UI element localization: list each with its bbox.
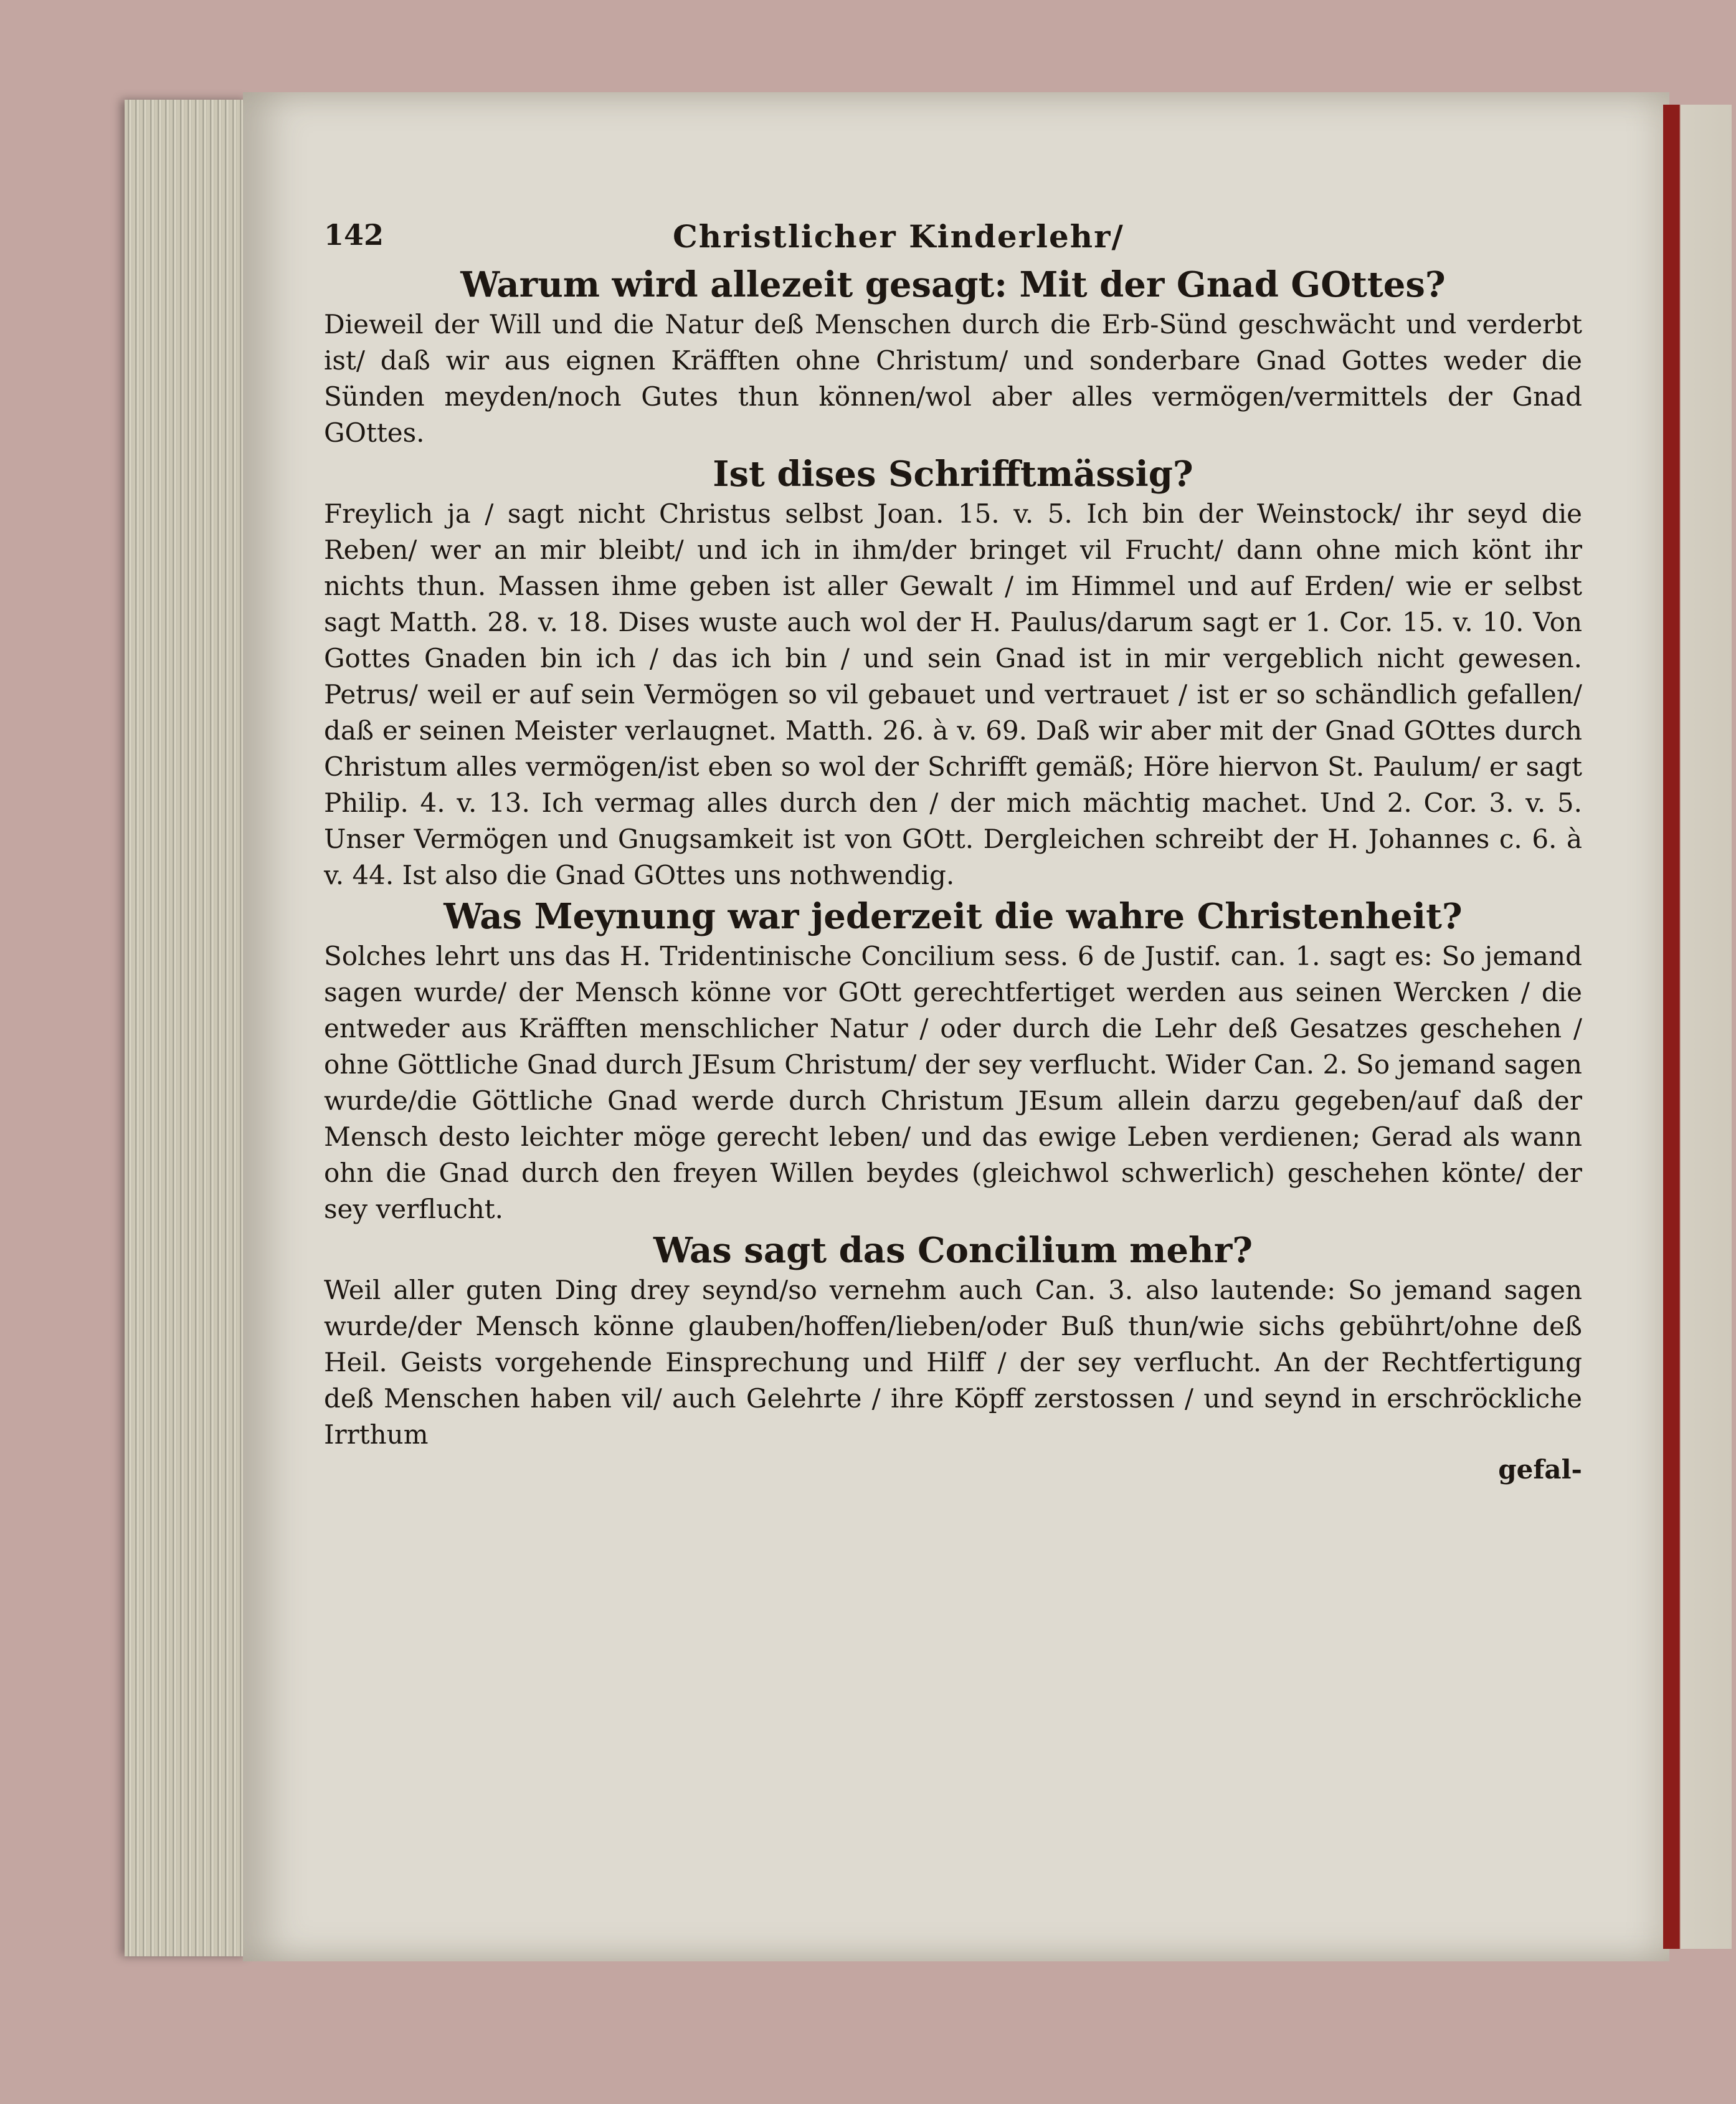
page-number: 142 (324, 218, 384, 252)
question-heading: Warum wird allezeit gesagt: Mit der Gnad GOttes? (460, 264, 1446, 305)
page-header (324, 218, 1582, 262)
answer-paragraph: Dieweil der Will und die Natur deß Menschen durch die Erb-Sünd geschwächt und verderbt ist/ daß wir aus eignen Kräfften ohne Christum/ und sonderbare Gnad Gottes weder die Sünden meyden/noch Gutes thun können/wol aber alles vermögen/vermittels der Gnad GOttes. (324, 309, 1582, 448)
catchword: gefal- (1498, 1454, 1582, 1485)
answer-paragraph: Weil aller guten Ding drey seynd/so vernehm auch Can. 3. also lautende: So jemand sagen wurde/der Mensch könne glauben/hoffen/lieben/oder Buß thun/wie sichs gebührt/ohne deß Heil. Geists vorgehende Einsprechung und Hilff / der sey verflucht. An der Rechtfertigung deß Menschen haben vil/ auch Gelehrte / ihre Köpff zerstossen / und seynd in erschröckliche Irrthum (324, 1275, 1582, 1450)
question-heading: Was Meynung war jederzeit die wahre Christenheit? (443, 896, 1463, 937)
page-edges (125, 100, 249, 1956)
question-heading: Ist dises Schrifftmässig? (713, 454, 1193, 495)
answer-paragraph: Solches lehrt uns das H. Tridentinische Concilium sess. 6 de Justif. can. 1. sagt es: So jemand sagen wurde/ der Mensch könne vor GOtt gerechtfertiget werden aus seinen Wercken / die entweder aus Kräfften menschlicher Natur / oder durch die Lehr deß Gesatzes geschehen / ohne Göttliche Gnad durch JEsum Christum/ der sey verflucht. Wider Can. 2. So jemand sagen wurde/die Göttliche Gnad werde durch Christum JEsum allein darzu gegeben/auf daß der Mensch desto leichter möge gerecht leben/ und das ewige Leben verdienen; Gerad als wann ohn die Gnad durch den freyen Willen beydes (gleichwol schwerlich) geschehen könte/ der sey verflucht. (324, 941, 1582, 1224)
question-heading: Was sagt das Concilium mehr? (653, 1230, 1253, 1271)
right-page-edge (1663, 105, 1732, 1949)
running-title: Christlicher Kinderlehr/ (673, 218, 1124, 255)
text-block (324, 218, 1582, 1485)
answer-paragraph: Freylich ja / sagt nicht Christus selbst Joan. 15. v. 5. Ich bin der Weinstock/ ihr seyd die Reben/ wer an mir bleibt/ und ich in ihm/der bringet vil Frucht/ dann ohne mich könt ihr nichts thun. Massen ihme geben ist aller Gewalt / im Himmel und auf Erden/ wie er selbst sagt Matth. 28. v. 18. Dises wuste auch wol der H. Paulus/darum sagt er 1. Cor. 15. v. 10. Von Gottes Gnaden bin ich / das ich bin / und sein Gnad ist in mir vergeblich nicht gewesen. Petrus/ weil er auf sein Vermögen so vil gebauet und vertrauet / ist er so schändlich gefallen/ daß er seinen Meister verlaugnet. Matth. 26. à v. 69. Daß wir aber mit der Gnad GOttes durch Christum alles vermögen/ist eben so wol der Schrifft gemäß; Höre hiervon St. Paulum/ er sagt Philip. 4. v. 13. Ich vermag alles durch den / der mich mächtig machet. Und 2. Cor. 3. v. 5. Unser Vermögen und Gnugsamkeit ist von GOtt. Dergleichen schreibt der H. Johannes c. 6. à v. 44. Ist also die Gnad GOttes uns nothwendig. (324, 498, 1582, 890)
